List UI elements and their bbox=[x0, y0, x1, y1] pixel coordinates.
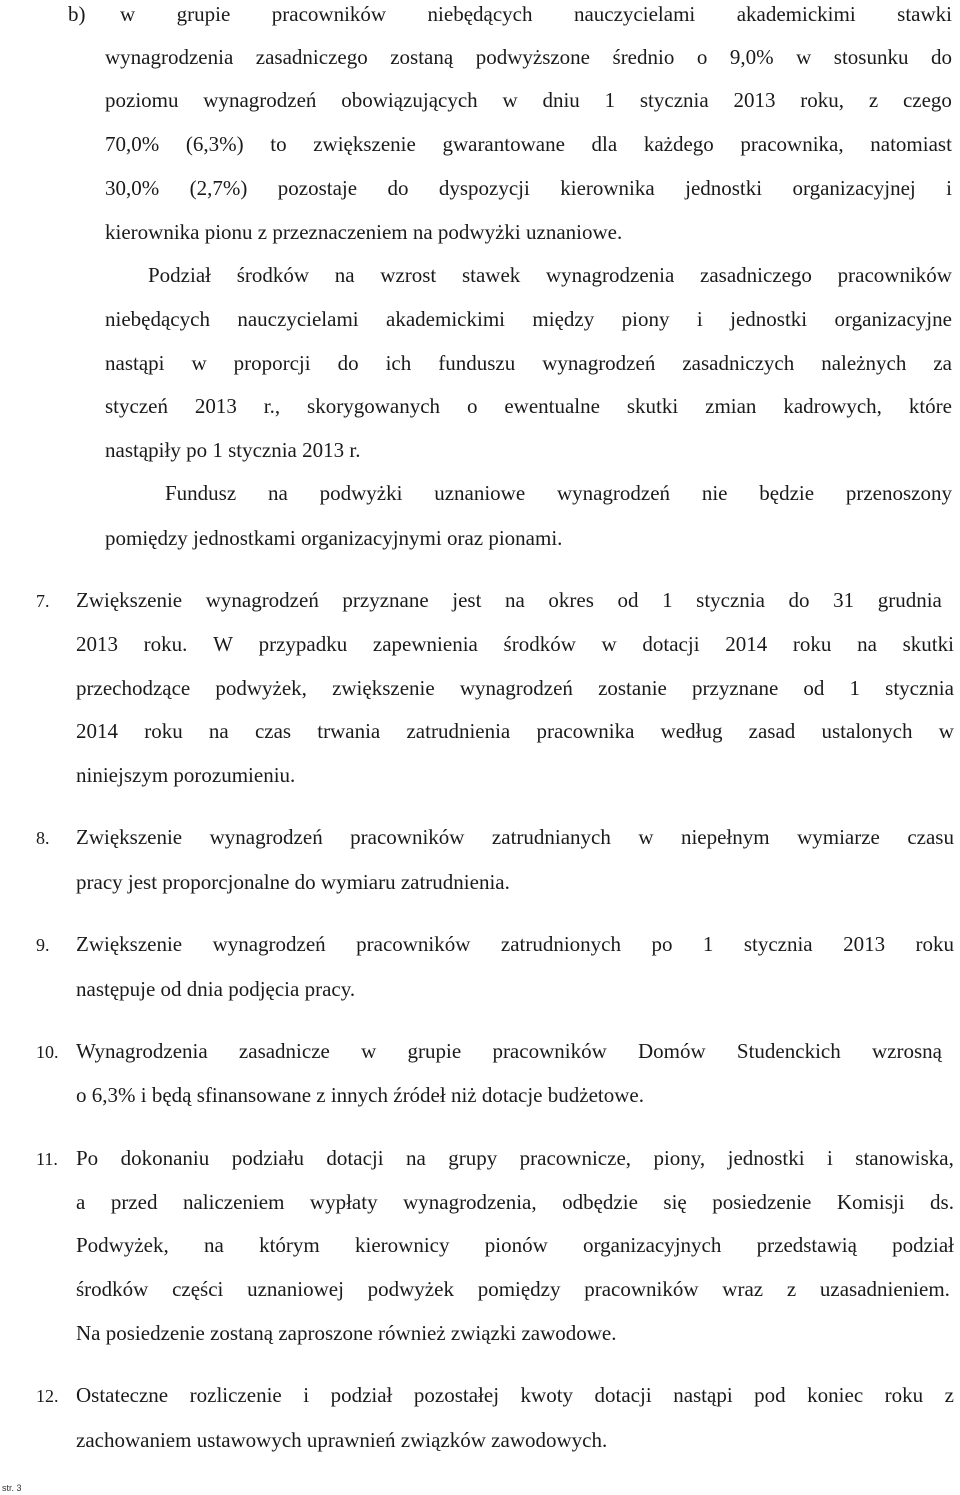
item-8-number: 8. bbox=[36, 828, 50, 848]
item-10-number: 10. bbox=[36, 1042, 59, 1062]
item-9-line-2: następuje od dnia podjęcia pracy. bbox=[76, 977, 356, 1001]
section-b-para2-line-1: Podział środków na wzrost stawek wynagrodzenia zasadniczego pracowników bbox=[148, 263, 952, 287]
item-7-line-4: 2014 roku na czas trwania zatrudnienia pracownika według zasad ustalonych w bbox=[76, 719, 954, 743]
item-8-line-2: pracy jest proporcjonalne do wymiaru zatrudnienia. bbox=[76, 870, 510, 894]
item-10-line-2: o 6,3% i będą sfinansowane z innych źródeł niż dotacje budżetowe. bbox=[76, 1083, 644, 1107]
item-8-line-1: Zwiększenie wynagrodzeń pracowników zatrudnianych w niepełnym wymiarze czasu bbox=[76, 825, 954, 849]
page-number-footer: str. 3 bbox=[2, 1483, 22, 1493]
section-b-line-4: 70,0% (6,3%) to zwiększenie gwarantowane dla każdego pracownika, natomiast bbox=[105, 132, 952, 156]
item-10-line-1: Wynagrodzenia zasadnicze w grupie pracowników Domów Studenckich wzrosną bbox=[76, 1039, 942, 1063]
item-9-number: 9. bbox=[36, 935, 50, 955]
section-b-label: b) bbox=[68, 2, 86, 26]
section-b-para3-line-2: pomiędzy jednostkami organizacyjnymi oraz pionami. bbox=[105, 526, 563, 550]
section-b-para3-line-1: Fundusz na podwyżki uznaniowe wynagrodzeń nie będzie przenoszony bbox=[165, 481, 952, 505]
section-b-para2-line-2: niebędących nauczycielami akademickimi między piony i jednostki organizacyjne bbox=[105, 307, 952, 331]
section-b-line-6: kierownika pionu z przeznaczeniem na podwyżki uznaniowe. bbox=[105, 220, 623, 244]
item-7-line-2: 2013 roku. W przypadku zapewnienia środków w dotacji 2014 roku na skutki bbox=[76, 632, 954, 656]
item-9-line-1: Zwiększenie wynagrodzeń pracowników zatrudnionych po 1 stycznia 2013 roku bbox=[76, 932, 954, 956]
item-7-line-3: przechodzące podwyżek, zwiększenie wynagrodzeń zostanie przyznane od 1 stycznia bbox=[76, 676, 954, 700]
item-7-line-1: Zwiększenie wynagrodzeń przyznane jest na okres od 1 stycznia do 31 grudnia bbox=[76, 588, 942, 612]
item-11-line-1: Po dokonaniu podziału dotacji na grupy pracownicze, piony, jednostki i stanowiska, bbox=[76, 1146, 954, 1170]
item-12-number: 12. bbox=[36, 1386, 59, 1406]
item-11-line-3: Podwyżek, na którym kierownicy pionów organizacyjnych przedstawią podział bbox=[76, 1233, 954, 1257]
section-b-line-5: 30,0% (2,7%) pozostaje do dyspozycji kierownika jednostki organizacyjnej i bbox=[105, 176, 952, 200]
item-7-line-5: niniejszym porozumieniu. bbox=[76, 763, 296, 787]
section-b-para2-line-3: nastąpi w proporcji do ich funduszu wynagrodzeń zasadniczych należnych za bbox=[105, 351, 952, 375]
section-b-line-3: poziomu wynagrodzeń obowiązujących w dniu 1 stycznia 2013 roku, z czego bbox=[105, 88, 952, 112]
section-b-para2-line-4: styczeń 2013 r., skorygowanych o ewentualne skutki zmian kadrowych, które bbox=[105, 394, 952, 418]
item-12-line-2: zachowaniem ustawowych uprawnień związków zawodowych. bbox=[76, 1428, 608, 1452]
item-7-number: 7. bbox=[36, 591, 50, 611]
item-11-line-5: Na posiedzenie zostaną zaproszone również związki zawodowe. bbox=[76, 1321, 617, 1345]
section-b-line-2: wynagrodzenia zasadniczego zostaną podwyższone średnio o 9,0% w stosunku do bbox=[105, 45, 952, 69]
item-12-line-1: Ostateczne rozliczenie i podział pozostałej kwoty dotacji nastąpi pod koniec roku z bbox=[76, 1383, 954, 1407]
section-b-para2-line-5: nastąpiły po 1 stycznia 2013 r. bbox=[105, 438, 361, 462]
item-11-number: 11. bbox=[36, 1149, 58, 1169]
section-b-line-1: w grupie pracowników niebędących nauczycielami akademickimi stawki bbox=[120, 2, 952, 26]
item-11-line-4: środków części uznaniowej podwyżek pomiędzy pracowników wraz z uzasadnieniem. bbox=[76, 1277, 950, 1301]
item-11-line-2: a przed naliczeniem wypłaty wynagrodzenia, odbędzie się posiedzenie Komisji ds. bbox=[76, 1190, 954, 1214]
